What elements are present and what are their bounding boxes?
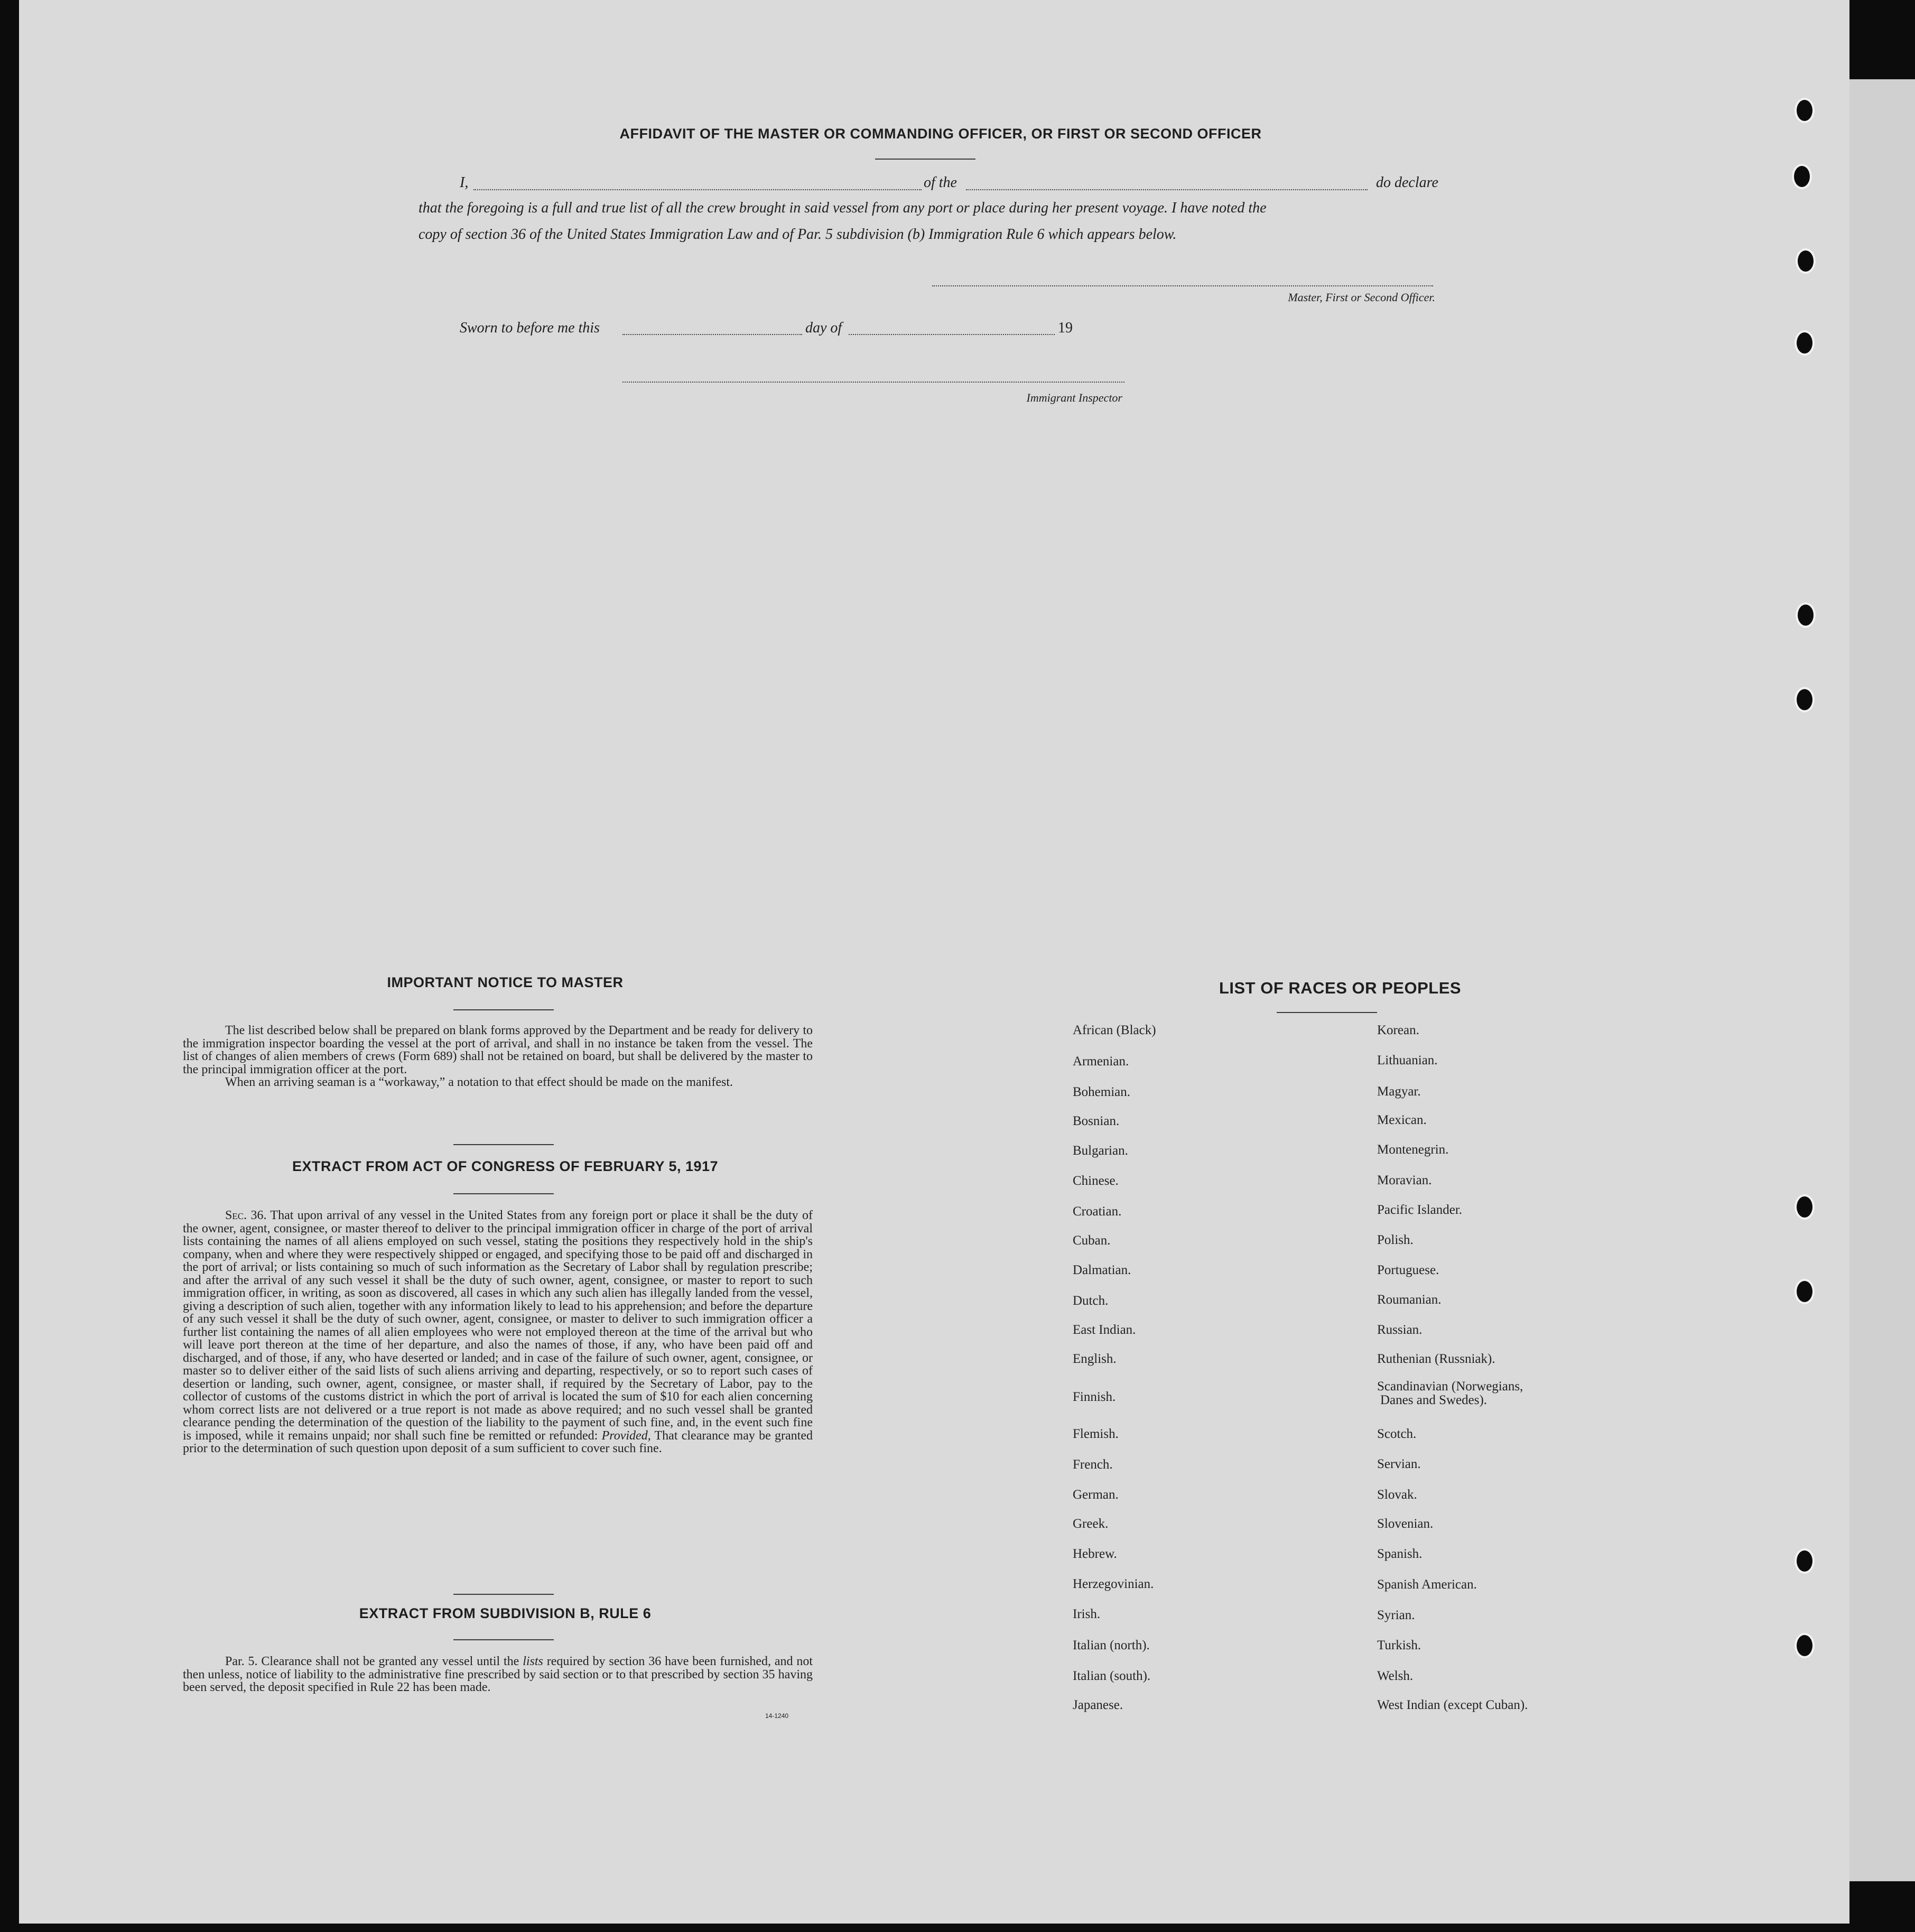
sworn-label: Sworn to before me this: [460, 320, 600, 336]
rule-body-end: required by section 36 have been furnished, and not then unless, notice of liability to the administrative fine prescribed by said section or to that prescribed by section 35 having been served, the deposit specified in Rule 22 has been made.: [183, 1655, 813, 1694]
inspector-signature-line[interactable]: [622, 382, 1124, 383]
race-left-item: Bosnian.: [1073, 1114, 1120, 1128]
race-right-item: Pacific Islander.: [1377, 1203, 1463, 1217]
binder-hole: [1795, 98, 1815, 123]
vessel-name-line[interactable]: [966, 189, 1368, 190]
notice-paragraph-2: When an arriving seaman is a “workaway,” a notation to that effect should be made on the manifest.: [225, 1075, 733, 1089]
race-right-item: Slovak.: [1377, 1488, 1417, 1502]
race-right-item: Servian.: [1377, 1457, 1421, 1471]
race-right-item: Magyar.: [1377, 1084, 1421, 1099]
binder-hole: [1795, 687, 1815, 712]
notice-divider: [453, 1009, 554, 1010]
notice-paragraph-1: The list described below shall be prepared on blank forms approved by the Department and be ready for delivery to the immigration inspector boarding the vessel at the port of arrival, and shall in no instance be taken from the vessel. The list of changes of alien members of crews (Form 689) shall not be retained on board, but shall be delivered by the master to the principal immigration officer at the port.: [183, 1024, 813, 1076]
race-left-item: Italian (south).: [1073, 1669, 1151, 1683]
provided-word: Provided,: [601, 1428, 651, 1443]
binder-hole: [1795, 1279, 1815, 1304]
section-label: Sec. 36.: [225, 1209, 267, 1222]
race-right-item: Syrian.: [1377, 1608, 1415, 1622]
officer-signature-line[interactable]: [932, 285, 1433, 286]
binder-hole: [1792, 164, 1812, 189]
races-divider: [1277, 1012, 1377, 1013]
race-left-item: Chinese.: [1073, 1174, 1119, 1188]
affidavit-text-line2: that the foregoing is a full and true list of all the crew brought in said vessel from any port or place during her present voyage. I have noted the: [419, 200, 1267, 216]
notice-text: [183, 1024, 813, 1089]
race-left-item: Dutch.: [1073, 1294, 1109, 1308]
race-scandinavian-continued: Danes and Swedes).: [1380, 1393, 1488, 1407]
act-end-divider: [453, 1594, 554, 1595]
race-right-item: Montenegrin.: [1377, 1143, 1449, 1157]
sworn-day-line[interactable]: [622, 334, 802, 335]
affidavit-title: AFFIDAVIT OF THE MASTER OR COMMANDING OFFICER, OR FIRST OR SECOND OFFICER: [619, 126, 1262, 142]
affidavit-declare-label: do declare: [1376, 174, 1438, 191]
race-left-item: Dalmatian.: [1073, 1263, 1131, 1277]
race-right-item: Spanish American.: [1377, 1577, 1477, 1592]
affidavit-i-label: I,: [460, 174, 469, 191]
race-right-item: Welsh.: [1377, 1669, 1414, 1683]
races-title: LIST OF RACES OR PEOPLES: [1219, 979, 1462, 997]
race-right-item: Korean.: [1377, 1023, 1419, 1037]
binder-hole: [1795, 1548, 1815, 1574]
race-left-item: Croatian.: [1073, 1204, 1122, 1219]
section-36-end: That clearance may be granted prior to the determination of such question upon deposit of a sum sufficient to cover such fine.: [183, 1428, 813, 1455]
race-right-item: Turkish.: [1377, 1638, 1421, 1652]
sworn-month-line[interactable]: [849, 334, 1055, 335]
race-left-item: African (Black): [1073, 1023, 1156, 1037]
race-left-item: Armenian.: [1073, 1054, 1129, 1069]
day-of-label: day of: [805, 320, 842, 336]
race-right-item: Polish.: [1377, 1233, 1414, 1247]
binder-hole: [1796, 602, 1816, 628]
act-extract-text: [183, 1209, 813, 1455]
race-left-item: Hebrew.: [1073, 1547, 1117, 1561]
signature-caption: Master, First or Second Officer.: [1288, 291, 1435, 304]
race-left-item: Greek.: [1073, 1517, 1109, 1531]
lists-word: lists: [523, 1655, 543, 1668]
race-left-item: Flemish.: [1073, 1427, 1119, 1441]
race-right-item: Mexican.: [1377, 1113, 1427, 1127]
notice-end-divider: [453, 1144, 554, 1145]
rule-extract-text: [183, 1655, 813, 1694]
race-left-item: French.: [1073, 1457, 1113, 1472]
rule-divider: [453, 1639, 554, 1640]
race-left-item: Finnish.: [1073, 1390, 1116, 1404]
section-36-body: That upon arrival of any vessel in the United States from any foreign port or place it shall be the duty of the owner, agent, consignee, or master thereof to deliver to the principal immigration officer in charge of the port of arrival lists containing the names of all aliens employed on such vessel, stating the positions they respectively hold in the ship's company, when and where they were respectively shipped or engaged, and specifying those to be paid off and discharged in the port of arrival; or lists containing so much of such information as the Secretary of Labor shall by regulation prescribe; and after the arrival of any such vessel it shall be the duty of such owner, agent, consignee, or master to report to such immigration officer, in writing, as soon as discovered, all cases in which any such alien has illegally landed from the vessel, giving a description of such alien, together with any information likely to lead to his apprehension; and before the departure of any such vessel it shall be the duty of such owner, agent, consignee, or master to deliver to such immigration officer a further list containing the names of all alien employees who were not employed thereon at the time of the arrival but who will leave port thereon at the time of her departure, and also the names of those, if any, who have been paid off and discharged, and of those, if any, who have deserted or landed; and in case of the failure of such owner, agent, consignee, or master so to deliver either of the said lists of such aliens arriving and departing, respectively, or so to report such cases of desertion or landing, such owner, agent, consignee, or master shall, if required by the Secretary of Labor, pay to the collector of customs of the customs district in which the port of arrival is located the sum of $10 for each alien concerning whom correct lists are not delivered or a true report is not made as above required; and no such vessel shall be granted clearance pending the determination of the question of the liability to the payment of such fine, and, in the event such fine is imposed, while it remains unpaid; nor shall such fine be remitted or refunded:: [183, 1209, 813, 1443]
race-right-item: Ruthenian (Russniak).: [1377, 1352, 1495, 1366]
race-right-item: Scandinavian (Norwegians,: [1377, 1379, 1523, 1394]
act-divider: [453, 1193, 554, 1194]
race-right-item: Moravian.: [1377, 1173, 1432, 1187]
title-divider: [875, 159, 975, 160]
race-left-item: Italian (north).: [1073, 1638, 1150, 1652]
race-left-item: German.: [1073, 1488, 1119, 1502]
binder-hole: [1795, 330, 1815, 356]
race-left-item: Japanese.: [1073, 1698, 1123, 1712]
race-left-item: Cuban.: [1073, 1233, 1111, 1248]
race-right-item: Lithuanian.: [1377, 1053, 1438, 1067]
rule-body-start: Par. 5. Clearance shall not be granted any vessel until the: [225, 1655, 519, 1668]
race-right-item: Russian.: [1377, 1323, 1423, 1337]
race-left-item: Irish.: [1073, 1607, 1101, 1621]
race-right-item: Spanish.: [1377, 1547, 1423, 1561]
affidavit-of-label: of the: [924, 174, 957, 191]
rule-extract-title: EXTRACT FROM SUBDIVISION B, RULE 6: [359, 1605, 652, 1621]
binder-hole: [1795, 1194, 1815, 1220]
race-right-item: Scotch.: [1377, 1427, 1417, 1441]
master-name-line[interactable]: [473, 189, 922, 190]
race-left-item: Herzegovinian.: [1073, 1577, 1154, 1591]
race-left-item: East Indian.: [1073, 1323, 1136, 1337]
race-left-item: Bohemian.: [1073, 1085, 1131, 1099]
form-number: 14-1240: [765, 1712, 789, 1720]
race-left-item: English.: [1073, 1352, 1117, 1366]
inspector-caption: Immigrant Inspector: [1026, 391, 1122, 404]
race-right-item: Slovenian.: [1377, 1517, 1434, 1531]
binder-hole: [1795, 1633, 1815, 1658]
race-right-item: Roumanian.: [1377, 1293, 1442, 1307]
affidavit-text-line3: copy of section 36 of the United States Immigration Law and of Par. 5 subdivision (b) Immigration Rule 6 which appears below.: [419, 226, 1177, 243]
race-right-item: Portuguese.: [1377, 1263, 1439, 1277]
race-right-item: West Indian (except Cuban).: [1377, 1698, 1528, 1712]
binder-hole: [1796, 248, 1816, 274]
race-left-item: Bulgarian.: [1073, 1144, 1128, 1158]
manifest-page: [19, 0, 1849, 1924]
notice-title: IMPORTANT NOTICE TO MASTER: [387, 974, 624, 990]
act-extract-title: EXTRACT FROM ACT OF CONGRESS OF FEBRUARY 5, 1917: [292, 1158, 719, 1174]
year-prefix: 19: [1058, 320, 1073, 336]
